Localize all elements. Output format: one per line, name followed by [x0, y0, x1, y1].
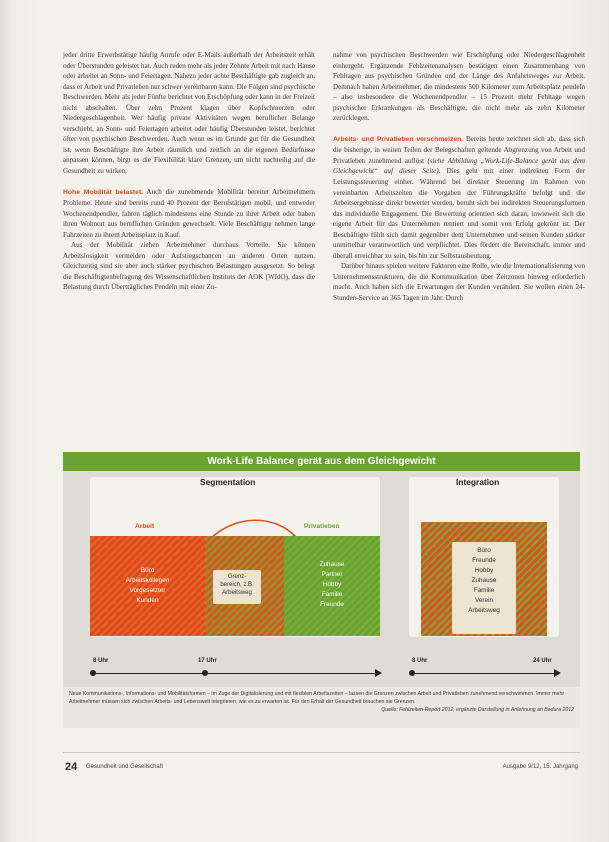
- footer-divider: [63, 752, 580, 753]
- integration-timeline: [412, 673, 556, 674]
- subheading-mobility: Hohe Mobilität belastet.: [63, 188, 144, 196]
- right-paragraph-2-body-b: Dies geht mit einer indirekten Form der Leistungssteuerung einher. Während bei direkter Steuerung im Rahmen von vereinbarten Arbeitszeiten die Vorgaben der Führungskräfte befolgt und die Arbeitsergebnisse direkt bewertet werden, beruht sich bei indirekten Steuerungsformen das individuelle Engagement. Die Bewertung orientiert sich daran, inwieweit sich die eigene Arbeit für das Unternehmen rentiert und somit von Erfolg gekrönt ist. Der Beschäftigte fühlt sich damit gegenüber dem Unternehmen und seinen Kunden stärker unmittelbar verantwortlich und verpflichtet. Dies fördert die Bereitschaft, immer und überall erreichbar zu sein, bis hin zur Selbstausbeutung.: [333, 167, 585, 260]
- boundary-line: Grenz-: [227, 574, 247, 580]
- int-time-end: 24 Uhr: [533, 658, 552, 664]
- caption-source: Quelle: Fehlzeiten-Report 2012, ergänzte Darstellung in Anlehnung an Badura 2012: [381, 706, 574, 713]
- private-item: Familie: [321, 591, 343, 598]
- subheading-merge: Arbeits- und Privatleben verschmelzen.: [333, 135, 464, 143]
- infographic-title: Work-Life Balance gerät aus dem Gleichgewicht: [63, 452, 580, 471]
- article-column-right: [333, 50, 585, 455]
- integration-title: Integration: [456, 477, 500, 487]
- private-item: Partner: [321, 571, 343, 578]
- private-item: Hobby: [322, 581, 342, 588]
- label-private: Privatleben: [304, 523, 340, 530]
- work-items-list: [90, 566, 205, 606]
- right-paragraph-2-body-a: Bereits heute zeichnet sich ab, dass sich die bisherige, in weiten Teilen der Belegschaften geltende Abgrenzung von Arbeit und Privatleben zunehmend auflöst: [333, 134, 585, 165]
- private-items-list: [284, 560, 380, 610]
- boundary-line: Arbeitsweg: [222, 590, 252, 596]
- integration-item: Verein: [474, 597, 494, 604]
- work-item: Vorgesetzter: [129, 587, 166, 594]
- work-item: Büro: [140, 567, 155, 574]
- integration-box: [452, 542, 516, 634]
- segmentation-title: Segmentation: [200, 477, 256, 487]
- article-column-left: [63, 50, 315, 512]
- left-paragraph-3: Aus der Mobilität ziehen Arbeitnehmer durchaus Vorteile. Sie können Arbeitslosigkeit vermeiden oder Aufstiegschancen an anderen Orten nutzen. Gleichzeitig sind sie aber auch stärker psychischen Belastungen ausgesetzt. So belegt die Beschäftigtenbefragung des Wissenschaftlichen Instituts der AOK (WIdO), dass die Belastung durch Überträgliches Pendeln mit einer Zu-: [63, 241, 315, 292]
- figure-reference: (siehe Abbildung „Work-Life-Balance gerät aus dem Gleichgewicht“ auf dieser Seite).: [333, 156, 585, 176]
- timeline-arrow-icon: [554, 669, 561, 677]
- page-number: 24: [65, 761, 78, 773]
- infographic-caption: [63, 687, 580, 728]
- infographic-work-life-balance: [63, 452, 580, 728]
- int-time-start: 8 Uhr: [412, 658, 428, 664]
- right-paragraph-2: [333, 134, 585, 262]
- timeline-mid-dot: [202, 670, 208, 676]
- label-work: Arbeit: [135, 523, 155, 530]
- caption-text: Neue Kommunikations-, Informations- und Mobilitätsformen – im Zuge der Digitalisierung und mit flexiblen Arbeitszeiten – lassen die Grenzen zwischen Arbeit und Privatleben zunehmend verschwimmen. Immer mehr Arbeitnehmer müssen sich zwischen Arbeits- und Lebenswelt integrieren, wie es zu erwarten ist. Für den Erhalt der Gesundheit brauchen sie Grenzen.: [69, 691, 565, 705]
- integration-item: Büro: [477, 547, 491, 554]
- private-item: Freunde: [320, 601, 344, 608]
- issue-info: Ausgabe 9/12, 15. Jahrgang: [502, 764, 578, 770]
- integration-item: Arbeitsweg: [468, 607, 500, 614]
- work-item: Arbeitskollegen: [125, 577, 170, 584]
- right-paragraph-3: Darüber hinaus spielen weitere Faktoren eine Rolle, wie die Internationalisierung von Unternehmensstrukturen, die die Kommunikation über Zeitzonen hinweg erforderlich macht. Auch haben sich die Erwartungen der Kunden verändert. Sie wollen einen 24-Stunden-Service an 365 Tagen im Jahr. Durch: [333, 262, 585, 303]
- timeline-arrow-icon: [375, 669, 382, 677]
- integration-item: Zuhause: [471, 577, 497, 584]
- integration-items-list: [452, 546, 516, 616]
- integration-item: Familie: [473, 587, 495, 594]
- seg-time-end: 17 Uhr: [198, 658, 217, 664]
- work-item: Kunden: [136, 597, 159, 604]
- right-paragraph-1: nahme von psychischen Beschwerden wie Erschöpfung oder Niedergeschlagenheit einhergeht. Ergänzende Fehlzeitenanalysen bestätigen einen Zusammenhang von Fehltagen aus psychischen Gründen und der Länge des Anfahrtsweges zur Arbeit. Demnach haben Arbeitnehmer, die mindestens 500 Kilometer zum Arbeitsplatz pendeln – also insbesondere die Wochenendpendler – 15 Prozent mehr Fehltage wegen psychischer Erkrankungen als Beschäftigte, die nicht mehr als zehn Kilometer zurücklegen.: [333, 51, 585, 123]
- private-item: Zuhause: [319, 561, 345, 568]
- left-paragraph-2-body: Auch die zunehmende Mobilität bereitet Arbeitnehmern Probleme. Heute sind bereits rund 40 Prozent der Berufstätigen mobil, und entweder Wochenendpendler, fahren täglich mindestens eine Stunde zu ihrer Arbeit oder haben ihren Wohnort aus beruflichen Gründen gewechselt. Viele Beschäftigte nehmen lange Fahrzeiten zu ihrem Arbeitsplatz in Kauf.: [63, 187, 315, 239]
- segmentation-timeline: [93, 673, 377, 674]
- left-paragraph-2: [63, 187, 315, 241]
- left-paragraph-1: jeder dritte Erwerbstätige häufig Anrufe oder E-Mails außerhalb der Arbeitszeit erhält oder Überstunden geleistet hat. Auch reden mehr als jeder Zehnte Arbeit mit nach Hause oder arbeitet an Sonn- und Feiertagen. Nahezu jeder achte Beschäftigte gab zugleich an, dass er Arbeit und Privatleben nur schwer vereinbaren kann. Die Folgen sind psychische Beschwerden. Mehr als jeder Fünfte berichtet von Erschöpfung oder kann in der Freizeit nicht abschalten. Über zehn Prozent klagen über Kopfschmerzen oder Niedergeschlagenheit. Wer häufig private Aktivitäten wegen beruflicher Belange verschiebt, an Sonn- und Feiertagen arbeitet oder häufig Überstunden leistet, berichtet öfter von psychischen Beschwerden. Auch wenn es im Grunde gut für die Gesundheit ist, wenn Beschäftigte ihre Arbeit räumlich und zeitlich an die eigenen Bedürfnisse anpassen können, birgt es die Flexibilität klare Grenzen, um nicht nachteilig auf die Gesundheit zu wirken.: [63, 51, 315, 176]
- boundary-box: [213, 570, 261, 604]
- boundary-line: bereich, z.B.: [220, 582, 254, 588]
- integration-item: Freunde: [472, 557, 496, 564]
- magazine-name: Gesundheit und Gesellschaft: [86, 764, 164, 770]
- integration-item: Hobby: [474, 567, 494, 574]
- seg-time-start: 8 Uhr: [93, 658, 109, 664]
